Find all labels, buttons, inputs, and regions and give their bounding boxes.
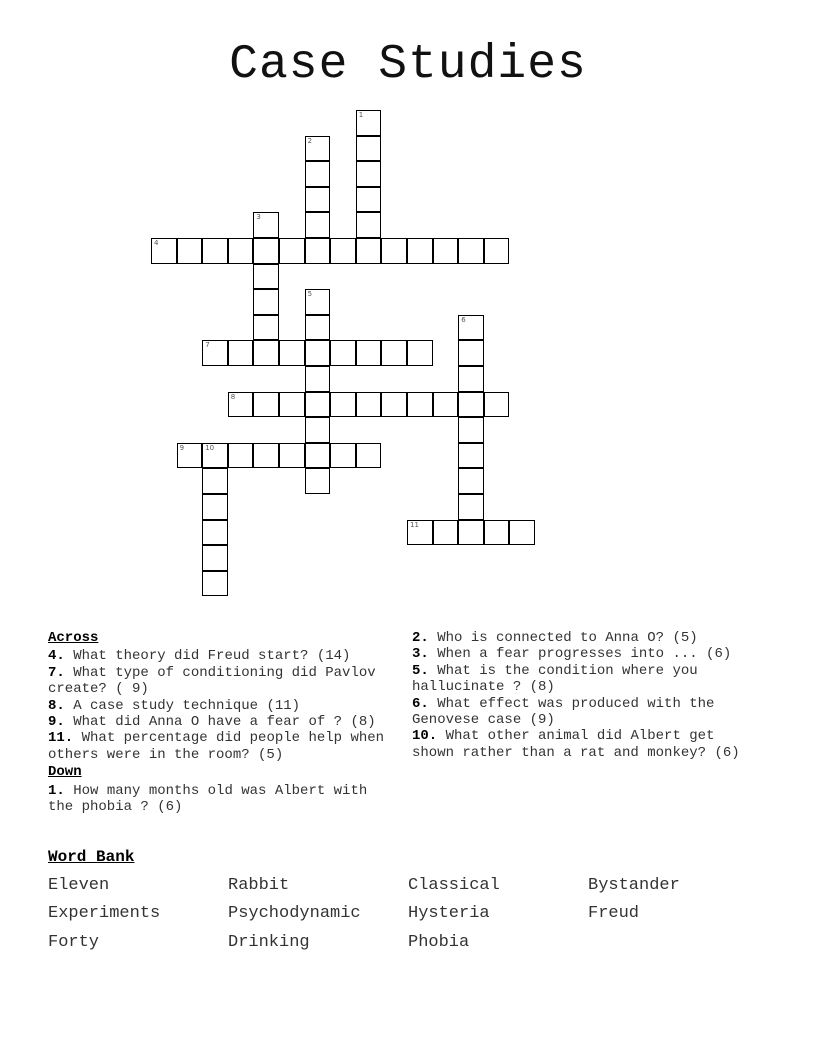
clue-down-3: 3. When a fear progresses into ... (6) (412, 646, 732, 663)
grid-cell[interactable] (458, 443, 484, 469)
cell-number: 6 (461, 315, 466, 324)
grid-cell[interactable] (407, 520, 433, 546)
grid-cell[interactable] (305, 468, 331, 494)
grid-cell[interactable] (356, 392, 382, 418)
grid-cell[interactable] (330, 340, 356, 366)
grid-cell[interactable] (202, 520, 228, 546)
word-bank-item: Eleven (48, 876, 110, 895)
word-bank-item: Rabbit (228, 876, 290, 895)
grid-cell[interactable] (433, 238, 459, 264)
cell-number: 4 (154, 239, 159, 247)
word-bank-item: Phobia (408, 933, 470, 952)
grid-cell[interactable] (202, 545, 228, 571)
grid-cell[interactable] (356, 212, 382, 238)
grid-cell[interactable] (356, 443, 382, 469)
grid-cell[interactable] (202, 468, 228, 494)
grid-cell[interactable] (407, 392, 433, 418)
word-bank-item: Classical (408, 876, 500, 895)
grid-cell[interactable] (228, 392, 254, 418)
word-bank-item: Experiments (48, 904, 161, 923)
page-title: Case Studies (229, 38, 587, 92)
grid-cell[interactable] (253, 264, 279, 290)
grid-cell[interactable] (356, 110, 382, 136)
grid-cell[interactable] (407, 340, 433, 366)
grid-cell[interactable] (253, 315, 279, 341)
grid-cell[interactable] (330, 392, 356, 418)
grid-cell[interactable] (458, 366, 484, 392)
grid-cell[interactable] (305, 366, 331, 392)
grid-cell[interactable] (253, 289, 279, 315)
grid-cell[interactable] (305, 136, 331, 162)
word-bank-item: Freud (588, 904, 640, 923)
grid-cell[interactable] (253, 340, 279, 366)
grid-cell[interactable] (356, 136, 382, 162)
cell-number: 1 (358, 111, 364, 119)
grid-cell[interactable] (484, 392, 510, 418)
grid-cell[interactable] (305, 417, 331, 443)
grid-cell[interactable] (484, 238, 510, 264)
grid-cell[interactable] (381, 392, 407, 418)
word-bank-heading: Word Bank (48, 848, 135, 866)
grid-cell[interactable] (177, 238, 203, 264)
grid-cell[interactable] (177, 443, 203, 469)
clue-across-7: 7. What type of conditioning did Pavlov create? ( 9) (48, 664, 376, 698)
grid-cell[interactable] (228, 238, 254, 264)
grid-cell[interactable] (356, 238, 382, 264)
cell-number: 8 (230, 392, 236, 401)
grid-cell[interactable] (458, 238, 484, 264)
grid-cell[interactable] (253, 212, 279, 238)
grid-cell[interactable] (356, 161, 382, 187)
grid-cell[interactable] (305, 289, 331, 315)
grid-cell[interactable] (305, 161, 331, 187)
grid-cell[interactable] (509, 520, 535, 546)
word-bank-item: Forty (48, 933, 100, 952)
grid-cell[interactable] (458, 468, 484, 494)
grid-cell[interactable] (433, 520, 459, 546)
grid-cell[interactable] (305, 187, 331, 213)
grid-cell[interactable] (228, 443, 254, 469)
grid-cell[interactable] (484, 520, 510, 546)
grid-cell[interactable] (305, 443, 331, 469)
grid-cell[interactable] (305, 315, 331, 341)
grid-cell[interactable] (458, 417, 484, 443)
clue-down-2: 2. Who is connected to Anna O? (5) (412, 630, 698, 646)
cell-number: 10 (205, 443, 215, 452)
grid-cell[interactable] (253, 392, 279, 418)
grid-cell[interactable] (202, 443, 228, 469)
grid-cell[interactable] (330, 443, 356, 469)
word-bank-item: Psychodynamic (228, 904, 361, 923)
grid-cell[interactable] (458, 520, 484, 546)
grid-cell[interactable] (279, 238, 305, 264)
grid-cell[interactable] (407, 238, 433, 264)
grid-cell[interactable] (458, 315, 484, 341)
down-heading: Down (48, 764, 82, 781)
clue-down-5: 5. What is the condition where you hallucinate ? (8) (412, 662, 698, 696)
across-clues (48, 630, 393, 815)
grid-cell[interactable] (330, 238, 356, 264)
clue-across-4: 4. What theory did Freud start? (14) (48, 648, 351, 665)
word-bank-item: Bystander (588, 876, 680, 895)
grid-cell[interactable] (202, 571, 228, 597)
grid-cell[interactable] (305, 392, 331, 418)
cell-number: 5 (307, 290, 313, 299)
clue-across-8: 8. A case study technique (11) (48, 697, 301, 714)
grid-cell[interactable] (202, 340, 228, 366)
grid-cell[interactable] (151, 238, 177, 264)
cell-number: 9 (179, 443, 185, 452)
grid-cell[interactable] (381, 238, 407, 264)
grid-cell[interactable] (458, 340, 484, 366)
grid-cell[interactable] (253, 443, 279, 469)
grid-cell[interactable] (279, 392, 305, 418)
grid-cell[interactable] (458, 494, 484, 520)
clue-down-6: 6. What effect was produced with the Genovese case (9) (412, 695, 715, 729)
clue-down-1: 1. How many months old was Albert with the phobia ? (6) (48, 782, 368, 816)
grid-cell[interactable] (253, 238, 279, 264)
down-clues (412, 630, 762, 761)
grid-cell[interactable] (356, 340, 382, 366)
clue-across-9: 9. What did Anna O have a fear of ? (8) (48, 714, 376, 731)
clue-down-10: 10. What other animal did Albert get shown rather than a rat and monkey? (6) (412, 728, 740, 761)
cell-number: 3 (256, 213, 261, 222)
grid-cell[interactable] (279, 443, 305, 469)
grid-cell[interactable] (279, 340, 305, 366)
grid-cell[interactable] (202, 238, 228, 264)
word-bank-item: Hysteria (408, 904, 490, 923)
across-heading: Across (48, 630, 99, 646)
clue-across-11: 11. What percentage did people help when others were in the room? (5) (48, 730, 385, 763)
grid-cell[interactable] (305, 238, 331, 264)
grid-cell[interactable] (356, 187, 382, 213)
grid-cell[interactable] (381, 340, 407, 366)
cell-number: 11 (410, 520, 419, 529)
grid-cell[interactable] (305, 340, 331, 366)
grid-cell[interactable] (458, 392, 484, 418)
grid-cell[interactable] (305, 212, 331, 238)
cell-number: 2 (307, 136, 313, 145)
grid-cell[interactable] (433, 392, 459, 418)
cell-number: 7 (205, 341, 210, 350)
grid-cell[interactable] (202, 494, 228, 520)
word-bank-item: Drinking (228, 933, 310, 952)
grid-cell[interactable] (228, 340, 254, 366)
